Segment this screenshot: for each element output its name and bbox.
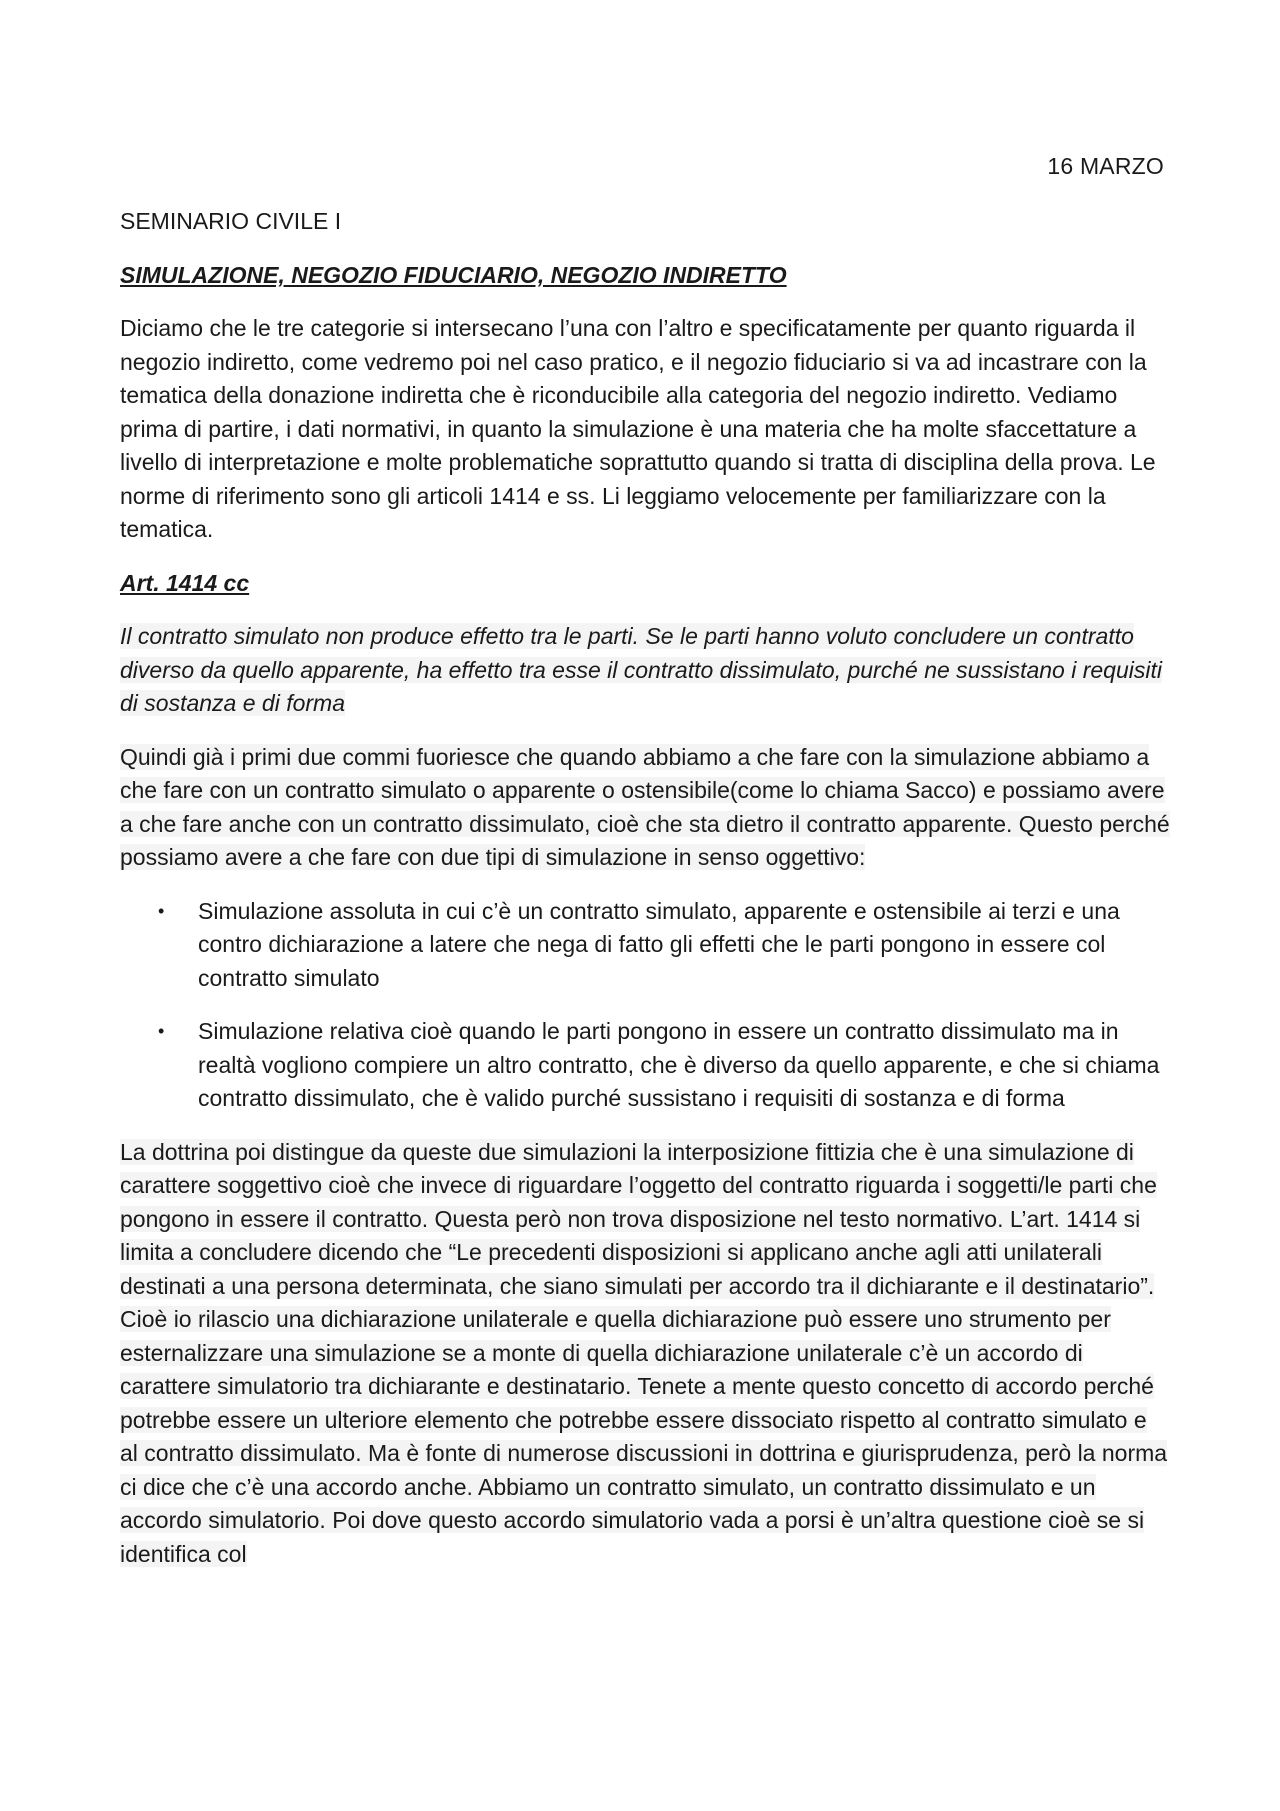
explanation-text: Quindi già i primi due commi fuoriesce che quando abbiamo a che fare con la simulazione abbiamo a che fare con un contratto simulato o apparente o ostensibile(come lo chiama Sacco) e possiamo avere a che fare anche con un contratto dissimulato, cioè che sta dietro il contratto apparente. Questo perché possiamo avere a che fare con due tipi di simulazione in senso oggettivo:: [120, 743, 1170, 870]
date-label: 16 MARZO: [1047, 153, 1164, 179]
article-quote: [120, 620, 1170, 721]
article-title: Art. 1414 cc: [120, 569, 250, 596]
document-body: [120, 205, 1170, 1591]
list-item-text: Simulazione assoluta in cui c’è un contratto simulato, apparente e ostensibile ai terzi e una contro dichiarazione a latere che nega di fatto gli effetti che le parti pongono in essere col contratto simulato: [198, 897, 1120, 991]
doctrine-paragraph: [120, 1136, 1170, 1572]
seminar-title: SEMINARIO CIVILE I: [120, 208, 342, 234]
simulation-types-list: [120, 895, 1170, 1116]
intro-paragraph: Diciamo che le tre categorie si intersecano l’una con l’altro e specificatamente per quanto riguarda il negozio indiretto, come vedremo poi nel caso pratico, e il negozio fiduciario si va ad incastrare con la tematica della donazione indiretta che è riconducibile alla categoria del negozio indiretto. Vediamo prima di partire, i dati normativi, in quanto la simulazione è una materia che ha molte sfaccettature a livello di interpretazione e molte problematiche soprattutto quando si tratta di disciplina della prova. Le norme di riferimento sono gli articoli 1414 e ss. Li leggiamo velocemente per familiarizzare con la tematica.: [120, 315, 1156, 542]
list-item: [120, 1015, 1170, 1116]
list-item-text: Simulazione relativa cioè quando le parti pongono in essere un contratto dissimulato ma in realtà vogliono compiere un altro contratto, che è diverso da quello apparente, e che si chiama contratto dissimulato, che è valido purché sussistano i requisiti di sostanza e di forma: [198, 1018, 1160, 1111]
doctrine-text: La dottrina poi distingue da queste due simulazioni la interposizione fittizia che è una simulazione di carattere soggettivo cioè che invece di riguardare l’oggetto del contratto riguarda i soggetti/le parti che pongono in essere il contratto. Questa però non trova disposizione nel testo normativo. L’art. 1414 si limita a concludere dicendo che “Le precedenti disposizioni si applicano anche agli atti unilaterali destinati a una persona determinata, che siano simulati per accordo tra il dichiarante e il destinatario”. Cioè io rilascio una dichiarazione unilaterale e quella dichiarazione può essere uno strumento per esternalizzare una simulazione se a monte di quella dichiarazione unilaterale c’è un accordo di carattere simulatorio tra dichiarante e destinatario. Tenete a mente questo concetto di accordo perché potrebbe essere un ulteriore elemento che potrebbe essere dissociato rispetto al contratto simulato e al contratto dissimulato. Ma è fonte di numerose discussioni in dottrina e giurisprudenza, però la norma ci dice che c’è una accordo anche. Abbiamo un contratto simulato, un contratto dissimulato e un accordo simulatorio. Poi dove questo accordo simulatorio vada a porsi è un’altra questione cioè se si identifica col: [120, 1138, 1168, 1567]
bullet-icon: •: [158, 900, 165, 921]
list-item: [120, 895, 1170, 996]
article-quote-text: Il contratto simulato non produce effetto tra le parti. Se le parti hanno voluto concludere un contratto diverso da quello apparente, ha effetto tra esse il contratto dissimulato, purché ne sussistano i requisiti di sostanza e di forma: [120, 623, 1162, 716]
bullet-icon: •: [158, 1021, 165, 1041]
explanation-paragraph: [120, 741, 1170, 875]
topic-heading: SIMULAZIONE, NEGOZIO FIDUCIARIO, NEGOZIO INDIRETTO: [120, 261, 787, 288]
